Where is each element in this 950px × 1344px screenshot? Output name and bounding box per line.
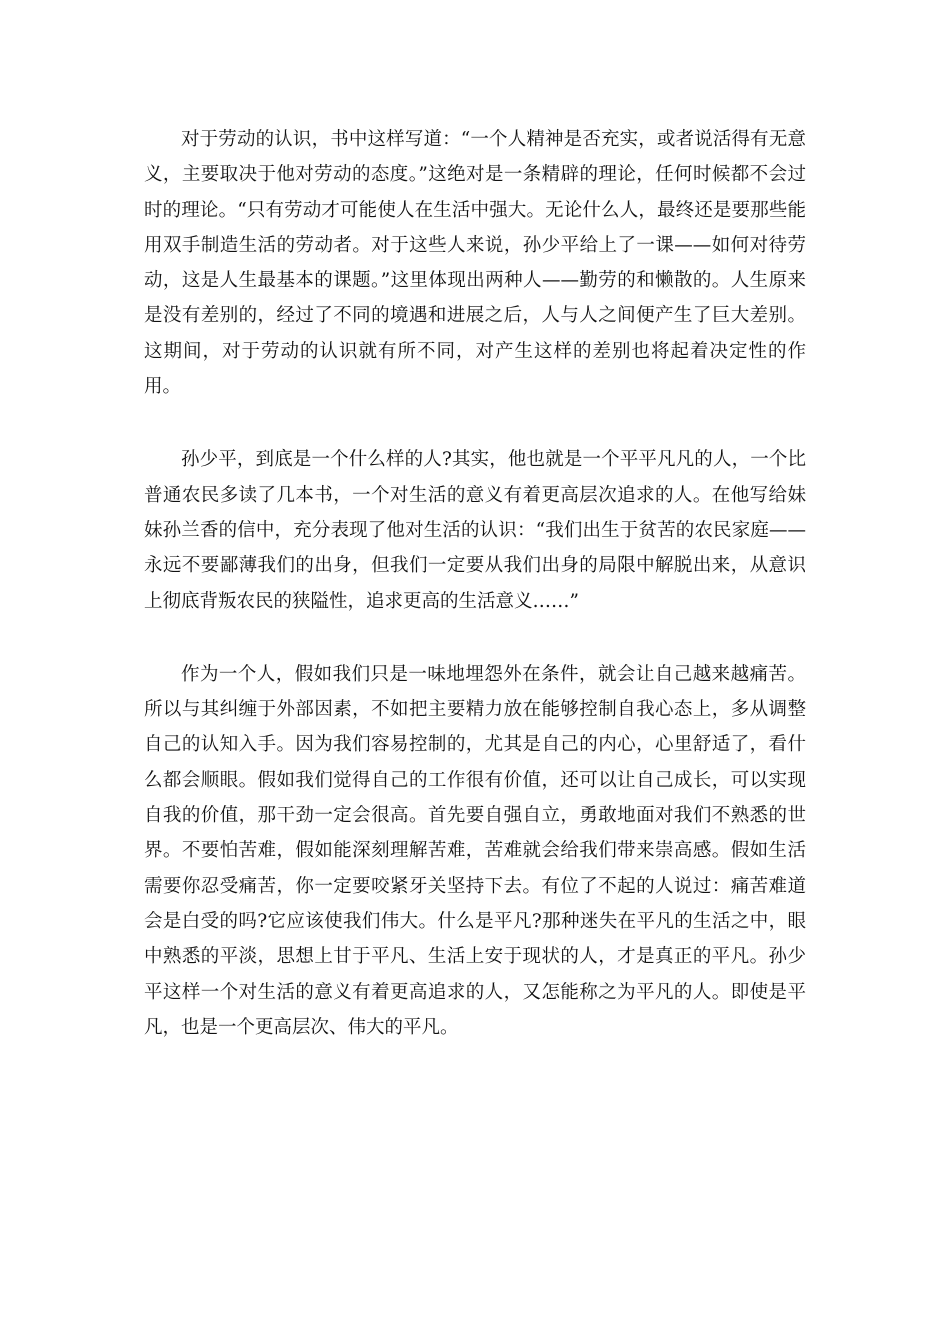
paragraph-sun-shaoping: 孙少平，到底是一个什么样的人?其实，他也就是一个平平凡凡的人，一个比普通农民多读了几本书，一个对生活的意义有着更高层次追求的人。在他写给妹妹孙兰香的信中，充分表现了他对生活的认识：“我们出生于贫苦的农民家庭——永远不要鄙薄我们的出身，但我们一定要从我们出身的局限中解脱出来，从意识上彻底背叛农民的狭隘性，追求更高的生活意义……” <box>144 449 806 612</box>
document-body <box>144 122 806 1045</box>
paragraph-labor: 对于劳动的认识，书中这样写道：“一个人精神是否充实，或者说活得有无意义，主要取决于他对劳动的态度。”这绝对是一条精辟的理论，任何时候都不会过时的理论。“只有劳动才可能使人在生活中强大。无论什么人，最终还是要那些能用双手制造生活的劳动者。对于这些人来说，孙少平给上了一课——如何对待劳动，这是人生最基本的课题。”这里体现出两种人——勤劳的和懒散的。人生原来是没有差别的，经过了不同的境遇和进展之后，人与人之间便产生了巨大差别。这期间，对于劳动的认识就有所不同，对产生这样的差别也将起着决定性的作用。 <box>144 129 806 398</box>
paragraph-ordinary: 作为一个人，假如我们只是一味地埋怨外在条件，就会让自己越来越痛苦。所以与其纠缠于外部因素，不如把主要精力放在能够控制自我心态上，多从调整自己的认知入手。因为我们容易控制的，尤其是自己的内心，心里舒适了，看什么都会顺眼。假如我们觉得自己的工作很有价值，还可以让自己成长，可以实现自我的价值，那干劲一定会很高。首先要自强自立，勇敢地面对我们不熟悉的世界。不要怕苦难，假如能深刻理解苦难，苦难就会给我们带来崇高感。假如生活需要你忍受痛苦，你一定要咬紧牙关坚持下去。有位了不起的人说过：痛苦难道会是白受的吗?它应该使我们伟大。什么是平凡?那种迷失在平凡的生活之中，眼中熟悉的平淡，思想上甘于平凡、生活上安于现状的人，才是真正的平凡。孙少平这样一个对生活的意义有着更高追求的人，又怎能称之为平凡的人。即使是平凡，也是一个更高层次、伟大的平凡。 <box>144 663 806 1038</box>
